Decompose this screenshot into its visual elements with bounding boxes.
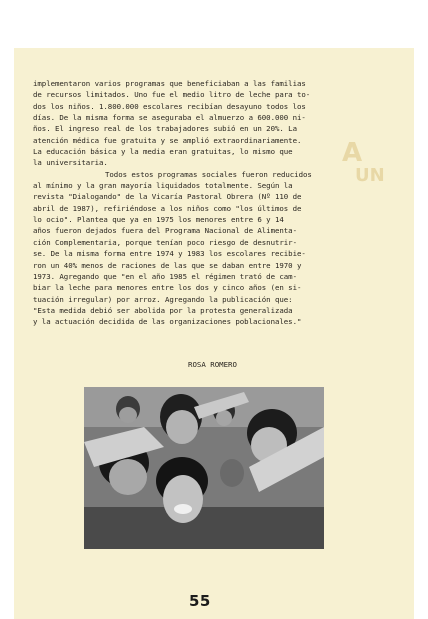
text-line: de recursos limitados. Uno fue el medio litro de leche para to-	[33, 90, 311, 100]
text-line: ción Complementaria, porque tenían poco riesgo de desnutrir-	[33, 237, 297, 247]
text-line: Todos estos programas sociales fueron reducidos	[105, 169, 312, 179]
text-line: se. De la misma forma entre 1974 y 1983 los escolares recibie-	[33, 249, 306, 259]
author-signature: ROSA ROMERO	[188, 360, 237, 369]
text-line: 1973. Agregando que "en el año 1985 el régimen trató de cam-	[33, 271, 297, 281]
text-line: tuación irregular) por arroz. Agregando la publicación que:	[33, 294, 293, 304]
text-line: dos los niños. 1.800.000 escolares recibían desayuno todos los	[33, 101, 306, 111]
text-line: al mínimo y la gran mayoría liquidados totalmente. Según la	[33, 181, 293, 191]
text-line: atención médica fue gratuita y se amplió extraordinariamente.	[33, 135, 302, 145]
text-line: "Esta medida debió ser abolida por la protesta generalizada	[33, 305, 293, 315]
text-line: abril de 1987), refiriéndose a los niños como "los últimos de	[33, 203, 302, 213]
page-number: 55	[189, 592, 211, 610]
text-line: ños. El ingreso real de los trabajadores subió en un 20%. La	[33, 124, 297, 134]
show-through-text: UN	[355, 165, 385, 186]
text-line: La educación básica y la media eran gratuitas, lo mismo que	[33, 147, 293, 157]
text-line: años fueron dejados fuera del Programa Nacional de Alimenta-	[33, 226, 297, 236]
show-through-text: A	[342, 138, 363, 168]
text-line: revista "Dialogando" de la Vicaría Pastoral Obrera (Nº 110 de	[33, 192, 302, 202]
text-line: ron un 40% menos de raciones de las que se daban entre 1970 y	[33, 260, 302, 270]
text-line: días. De la misma forma se aseguraba el almuerzo a 600.000 ni-	[33, 113, 306, 123]
text-line: lo ocio". Plantea que ya en 1975 los menores entre 6 y 14	[33, 215, 284, 225]
text-line: biar la leche para menores entre los dos y cinco años (en si-	[33, 283, 302, 293]
text-line: la universitaria.	[33, 158, 108, 168]
article-body	[33, 78, 355, 328]
text-line: implementaron varios programas que beneficiaban a las familias	[33, 79, 306, 88]
children-photo	[84, 387, 324, 549]
text-line: y la actuación decidida de las organizaciones poblacionales."	[33, 317, 302, 327]
